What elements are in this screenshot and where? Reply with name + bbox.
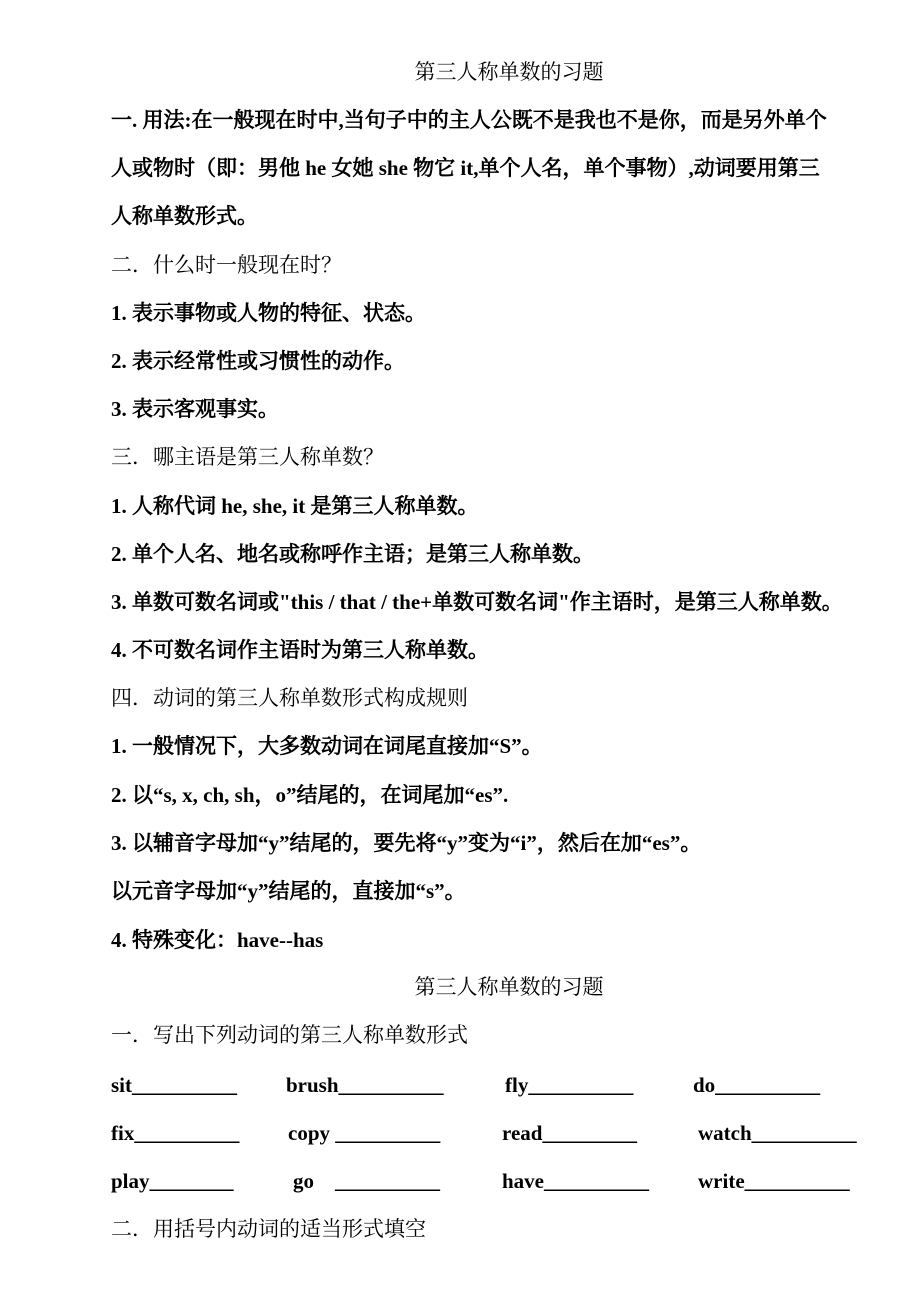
verb-blank-item: read_________	[502, 1121, 637, 1145]
verb-blank-item: fix__________	[111, 1121, 240, 1145]
note-line: 3. 表示客观事实。	[111, 397, 279, 421]
verb-blank-item: do__________	[693, 1073, 821, 1097]
note-line: 4. 不可数名词作主语时为第三人称单数。	[111, 638, 489, 662]
note-line: 2. 表示经常性或习惯性的动作。	[111, 349, 405, 373]
verb-blank-item: play________	[111, 1169, 234, 1193]
verb-blank-item: watch__________	[698, 1121, 857, 1145]
note-line: 1. 一般情况下，大多数动词在词尾直接加“S”。	[111, 734, 543, 758]
exercise-title: 第三人称单数的习题	[414, 975, 604, 999]
note-line: 四．动词的第三人称单数形式构成规则	[111, 686, 468, 710]
note-line: 一. 用法:在一般现在时中,当句子中的主人公既不是我也不是你，而是另外单个	[111, 108, 827, 132]
page-title: 第三人称单数的习题	[414, 60, 604, 84]
note-line: 1. 人称代词 he, she, it 是第三人称单数。	[111, 494, 479, 518]
note-line: 三．哪主语是第三人称单数？	[111, 445, 384, 469]
verb-blank-item: copy __________	[288, 1121, 441, 1145]
verb-blank-item: fly__________	[505, 1073, 634, 1097]
verb-blank-item: sit__________	[111, 1073, 237, 1097]
note-line: 二．什么时一般现在时？	[111, 253, 342, 277]
note-line: 1. 表示事物或人物的特征、状态。	[111, 301, 426, 325]
verb-blank-item: go __________	[293, 1169, 440, 1193]
exercise-heading-2: 二．用括号内动词的适当形式填空	[111, 1217, 426, 1241]
exercise-heading-1: 一．写出下列动词的第三人称单数形式	[111, 1023, 468, 1047]
note-line: 2. 以“s, x, ch, sh，o”结尾的，在词尾加“es”.	[111, 783, 509, 807]
verb-blank-item: brush__________	[286, 1073, 444, 1097]
note-line: 4. 特殊变化：have--has	[111, 928, 324, 952]
note-line: 人或物时（即：男他 he 女她 she 物它 it,单个人名，单个事物）,动词要用第三	[111, 156, 820, 180]
note-line: 3. 以辅音字母加“y”结尾的，要先将“y”变为“i”，然后在加“es”。	[111, 831, 702, 855]
note-line: 以元音字母加“y”结尾的，直接加“s”。	[111, 879, 466, 903]
verb-blank-item: have__________	[502, 1169, 649, 1193]
verb-blank-item: write__________	[698, 1169, 850, 1193]
note-line: 人称单数形式。	[111, 204, 258, 228]
note-line: 3. 单数可数名词或"this / that / the+单数可数名词"作主语时，是第三人称单数。	[111, 590, 843, 614]
note-line: 2. 单个人名、地名或称呼作主语；是第三人称单数。	[111, 542, 594, 566]
